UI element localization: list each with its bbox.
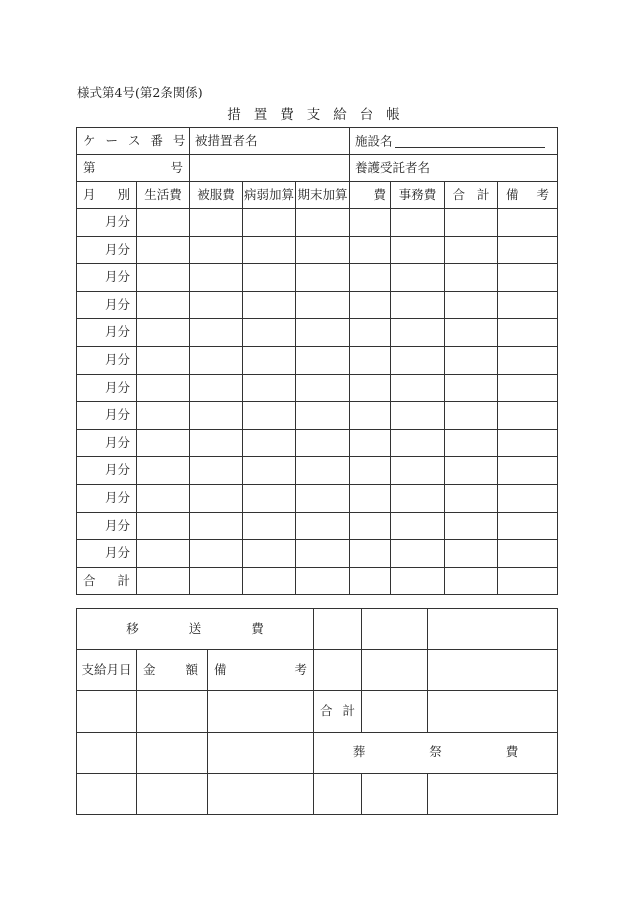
total-cell[interactable]: [243, 567, 296, 595]
sub-cell[interactable]: [77, 691, 137, 732]
col-office-expense: 事務費: [391, 182, 445, 209]
total-cell[interactable]: [190, 567, 243, 595]
month-value-cell[interactable]: [391, 209, 445, 237]
col-total: 合 計: [445, 182, 498, 209]
month-value-cell[interactable]: [445, 346, 498, 374]
month-value-cell[interactable]: [243, 374, 296, 402]
month-value-cell[interactable]: [350, 374, 391, 402]
total-label-cell: 合 計: [77, 567, 137, 595]
form-title: 措置費支給台帳: [227, 107, 413, 123]
transport-funeral-table: [76, 608, 558, 815]
month-label: 月分: [77, 319, 137, 347]
sub-cell[interactable]: [208, 773, 314, 814]
month-value-cell[interactable]: [350, 512, 391, 540]
month-label: 月分: [77, 540, 137, 568]
month-value-cell[interactable]: [190, 402, 243, 430]
col-clothing-expense: 被服費: [190, 182, 243, 209]
month-value-cell[interactable]: [137, 484, 190, 512]
month-value-cell[interactable]: [498, 346, 558, 374]
month-value-cell[interactable]: [498, 291, 558, 319]
month-value-cell[interactable]: [243, 291, 296, 319]
month-value-cell[interactable]: [137, 512, 190, 540]
total-row: [77, 567, 558, 595]
month-value-cell[interactable]: [498, 402, 558, 430]
month-value-cell[interactable]: [350, 540, 391, 568]
month-value-cell[interactable]: [498, 319, 558, 347]
sub-total-label: 合 計: [314, 691, 362, 732]
amount-label-cell: 金 額: [137, 650, 208, 691]
month-value-cell[interactable]: [137, 291, 190, 319]
month-value-cell[interactable]: [296, 457, 350, 485]
month-value-cell[interactable]: [391, 264, 445, 292]
month-value-cell[interactable]: [350, 209, 391, 237]
month-value-cell[interactable]: [391, 319, 445, 347]
month-value-cell[interactable]: [391, 236, 445, 264]
month-value-cell[interactable]: [445, 512, 498, 540]
month-value-cell[interactable]: [243, 512, 296, 540]
sub-cell[interactable]: [77, 732, 137, 773]
recipient-name-cell[interactable]: [190, 128, 350, 155]
month-value-cell[interactable]: [190, 540, 243, 568]
month-row: [77, 291, 558, 319]
month-label: 月分: [77, 291, 137, 319]
month-value-cell[interactable]: [296, 209, 350, 237]
month-value-cell[interactable]: [391, 512, 445, 540]
month-value-cell[interactable]: [243, 484, 296, 512]
month-value-cell[interactable]: [350, 346, 391, 374]
month-value-cell[interactable]: [190, 346, 243, 374]
month-row: [77, 457, 558, 485]
month-value-cell[interactable]: [243, 429, 296, 457]
month-value-cell[interactable]: [391, 346, 445, 374]
month-value-cell[interactable]: [498, 457, 558, 485]
month-value-cell[interactable]: [137, 540, 190, 568]
main-ledger-table: [76, 127, 558, 595]
month-value-cell[interactable]: [243, 346, 296, 374]
month-value-cell[interactable]: [498, 264, 558, 292]
month-value-cell[interactable]: [243, 264, 296, 292]
month-value-cell[interactable]: [350, 291, 391, 319]
month-value-cell[interactable]: [445, 319, 498, 347]
month-value-cell[interactable]: [296, 402, 350, 430]
month-value-cell[interactable]: [137, 457, 190, 485]
sub-cell[interactable]: [314, 773, 362, 814]
month-row: [77, 374, 558, 402]
col-term-end-addition: 期末加算: [296, 182, 350, 209]
month-value-cell[interactable]: [498, 540, 558, 568]
case-number-label-cell: [77, 128, 190, 155]
sub-cell[interactable]: [428, 650, 558, 691]
facility-name-label: 施設名: [355, 133, 393, 148]
month-row: [77, 346, 558, 374]
month-value-cell[interactable]: [137, 429, 190, 457]
month-row: [77, 402, 558, 430]
sub-cell[interactable]: [428, 691, 558, 732]
month-value-cell[interactable]: [445, 457, 498, 485]
facility-name-line: [395, 135, 545, 148]
month-value-cell[interactable]: [391, 374, 445, 402]
month-value-cell[interactable]: [190, 374, 243, 402]
total-cell[interactable]: [498, 567, 558, 595]
month-value-cell[interactable]: [190, 209, 243, 237]
month-label: 月分: [77, 484, 137, 512]
month-value-cell[interactable]: [190, 512, 243, 540]
col-remarks: 備 考: [498, 182, 558, 209]
month-value-cell[interactable]: [445, 374, 498, 402]
month-value-cell[interactable]: [190, 264, 243, 292]
month-row: [77, 484, 558, 512]
month-row: [77, 209, 558, 237]
month-value-cell[interactable]: [391, 429, 445, 457]
month-value-cell[interactable]: [296, 346, 350, 374]
caretaker-name-cell[interactable]: [350, 155, 558, 182]
sub-cell[interactable]: [208, 732, 314, 773]
month-row: [77, 236, 558, 264]
sub-cell[interactable]: [137, 691, 208, 732]
month-row: [77, 319, 558, 347]
total-cell[interactable]: [296, 567, 350, 595]
transport-expense-label: 移 送 費: [77, 609, 314, 650]
month-value-cell[interactable]: [296, 236, 350, 264]
sub-cell[interactable]: [137, 732, 208, 773]
month-label: 月分: [77, 209, 137, 237]
month-value-cell[interactable]: [445, 291, 498, 319]
month-value-cell[interactable]: [243, 457, 296, 485]
month-value-cell[interactable]: [498, 484, 558, 512]
month-value-cell[interactable]: [445, 264, 498, 292]
month-value-cell[interactable]: [498, 236, 558, 264]
month-value-cell[interactable]: [296, 264, 350, 292]
sub-cell[interactable]: [428, 773, 558, 814]
month-value-cell[interactable]: [137, 264, 190, 292]
form-number: 様式第4号(第2条関係): [77, 85, 203, 100]
month-label: 月分: [77, 429, 137, 457]
total-cell[interactable]: [391, 567, 445, 595]
month-value-cell[interactable]: [296, 319, 350, 347]
month-value-cell[interactable]: [190, 319, 243, 347]
month-value-cell[interactable]: [137, 374, 190, 402]
month-value-cell[interactable]: [445, 429, 498, 457]
month-value-cell[interactable]: [190, 457, 243, 485]
month-value-cell[interactable]: [190, 236, 243, 264]
case-number-suffix: 号: [170, 159, 183, 175]
month-value-cell[interactable]: [296, 374, 350, 402]
sub-cell[interactable]: [362, 691, 428, 732]
month-label: 月分: [77, 457, 137, 485]
funeral-expense-label: 葬 祭 費: [314, 732, 558, 773]
month-value-cell[interactable]: [296, 291, 350, 319]
month-value-cell[interactable]: [296, 512, 350, 540]
month-value-cell[interactable]: [350, 264, 391, 292]
month-value-cell[interactable]: [190, 429, 243, 457]
month-value-cell[interactable]: [296, 429, 350, 457]
month-value-cell[interactable]: [296, 540, 350, 568]
month-label: 月分: [77, 402, 137, 430]
month-value-cell[interactable]: [445, 402, 498, 430]
month-row: [77, 540, 558, 568]
total-cell[interactable]: [350, 567, 391, 595]
col-expense: 費: [350, 182, 391, 209]
month-value-cell[interactable]: [243, 402, 296, 430]
facility-name-cell[interactable]: [350, 128, 558, 155]
sub-cell[interactable]: [362, 773, 428, 814]
sub-cell[interactable]: [314, 650, 362, 691]
pay-date-label: 支給月日: [77, 650, 137, 691]
month-row: [77, 429, 558, 457]
month-value-cell[interactable]: [391, 484, 445, 512]
case-number-label: ケ ー ス 番 号: [83, 132, 189, 148]
month-value-cell[interactable]: [391, 291, 445, 319]
month-row: [77, 512, 558, 540]
month-label: 月分: [77, 346, 137, 374]
month-value-cell[interactable]: [445, 540, 498, 568]
month-label: 月分: [77, 236, 137, 264]
month-value-cell[interactable]: [445, 236, 498, 264]
month-value-cell[interactable]: [137, 236, 190, 264]
col-living-expense: 生活費: [137, 182, 190, 209]
recipient-name-input-cell[interactable]: [190, 155, 350, 182]
month-value-cell[interactable]: [350, 319, 391, 347]
month-value-cell[interactable]: [137, 209, 190, 237]
month-value-cell[interactable]: [498, 374, 558, 402]
col-month: 月 別: [77, 182, 137, 209]
caretaker-name-label: 養護受託者名: [355, 159, 431, 175]
month-value-cell[interactable]: [190, 291, 243, 319]
month-value-cell[interactable]: [243, 209, 296, 237]
sub-cell[interactable]: [137, 773, 208, 814]
month-value-cell[interactable]: [350, 402, 391, 430]
month-value-cell[interactable]: [391, 540, 445, 568]
month-value-cell[interactable]: [190, 484, 243, 512]
month-value-cell[interactable]: [296, 484, 350, 512]
month-value-cell[interactable]: [137, 319, 190, 347]
case-number-cell[interactable]: [77, 155, 190, 182]
recipient-name-label: 被措置者名: [195, 132, 258, 148]
month-value-cell[interactable]: [391, 402, 445, 430]
month-value-cell[interactable]: [445, 209, 498, 237]
month-value-cell[interactable]: [350, 236, 391, 264]
sub-cell[interactable]: [428, 609, 558, 650]
month-label: 月分: [77, 512, 137, 540]
month-value-cell[interactable]: [137, 346, 190, 374]
month-value-cell[interactable]: [243, 540, 296, 568]
sub-cell[interactable]: [314, 609, 362, 650]
month-value-cell[interactable]: [391, 457, 445, 485]
case-number-prefix: 第: [83, 159, 96, 175]
month-value-cell[interactable]: [445, 484, 498, 512]
month-value-cell[interactable]: [243, 236, 296, 264]
sub-cell[interactable]: [208, 691, 314, 732]
month-value-cell[interactable]: [498, 512, 558, 540]
month-value-cell[interactable]: [350, 484, 391, 512]
column-header-row: [77, 182, 558, 209]
month-value-cell[interactable]: [498, 209, 558, 237]
month-value-cell[interactable]: [137, 402, 190, 430]
month-row: [77, 264, 558, 292]
month-value-cell[interactable]: [498, 429, 558, 457]
month-value-cell[interactable]: [243, 319, 296, 347]
sub-cell[interactable]: [362, 650, 428, 691]
month-label: 月分: [77, 374, 137, 402]
sub-cell[interactable]: [77, 773, 137, 814]
total-cell[interactable]: [445, 567, 498, 595]
month-value-cell[interactable]: [350, 457, 391, 485]
remarks-label-cell: 備 考: [208, 650, 314, 691]
total-cell[interactable]: [137, 567, 190, 595]
col-illness-addition: 病弱加算: [243, 182, 296, 209]
month-rows: [77, 209, 558, 568]
month-value-cell[interactable]: [350, 429, 391, 457]
sub-cell[interactable]: [362, 609, 428, 650]
month-label: 月分: [77, 264, 137, 292]
